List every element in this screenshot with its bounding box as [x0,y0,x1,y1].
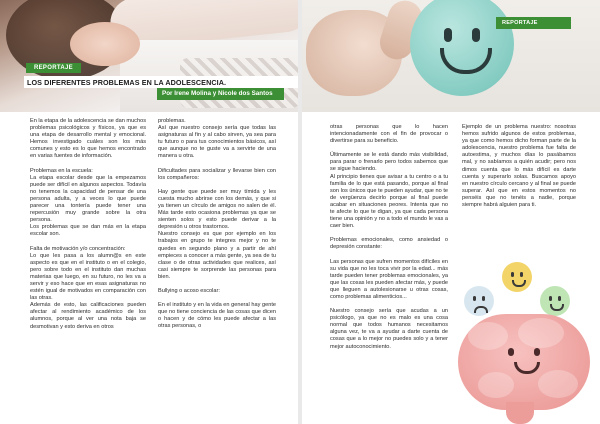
brain-icon [458,314,590,410]
brain-eye [534,348,540,356]
brain-illustration [440,252,600,424]
right-column-2 [462,124,576,216]
subheading: Bullying o acoso escolar: [158,287,220,294]
paragraph: Las personas que sufren momentos difíciles en su vida que no les toca vivir por la edad... más tarde pueden tener problemas emocionales, ya que las cosas les pueden afectar más, y puede que lleguen a autolesionarse u otras cosas, como problemas alimenticios... [330,258,448,300]
brain-lobe [518,318,564,348]
sad-face-icon [464,286,494,316]
smiley-eye [444,28,452,42]
brain-mouth [514,362,540,374]
paragraph: otras personas que lo hacen intencionadamente con el fin de provocar o divertirse para su beneficio. [330,124,448,145]
subheading: Dificultades para socializar y llevarse bien con los compañeros: [158,167,276,181]
paragraph: Problemas en la escuela: La etapa escolar desde que la empezamos puede ser difícil en algunos aspectos. Todavía no tenemos la capacidad de pensar de una persona adulta, y a veces lo que puede parecer una tontería puede tener una repercusión muy grande sobre la otra persona. Los problemas que se dan más en la etapa escolar son. [30,167,146,238]
face-eye [511,272,514,277]
right-column-1 [330,124,448,358]
smiley-mouth [440,48,492,74]
hero-photo-hands-smiley [302,0,600,112]
subheading: Problemas emocionales, como ansiedad o depresión constante: [330,237,448,251]
brain-lobe [468,322,508,350]
brain-stem [506,402,534,424]
face-mouth [512,280,526,287]
paragraph: Falta de motivación y/o concentración: Lo que les pasa a los alumn@s en este aspecto es que en el instituto o en el colegio, pero sobre todo en el instituto dan muchas materias que luego, en su futuro, no les va a servir y eso hace que en esas asignaturas no estén igual de motivados en comparación con las otras. Además de esto, las calificaciones pueden afectar al rendimiento académico de los alumnos, porque al ver una nota baja se desmotivan y esto deriva en otros [30,245,146,330]
article-author: Por Irene Molina y Nicole dos Santos [162,90,273,97]
paragraph: Nuestro consejo sería que acudas a un psicólogo, ya que no es malo es una cosa normal que todos humanos necesitamos alguna vez, te va a ayudar a darte cuenta de cosas que a lo mejor no puedes solo y a tener mejor autoconocimiento. [330,308,448,350]
brain-eye [508,348,514,356]
face-eye [482,296,485,301]
brain-lobe [538,370,578,398]
calm-face-icon [540,286,570,316]
left-column-1 [30,118,146,338]
paragraph: problemas. Así que nuestro consejo sería que todas las asignaturas al fin y al cabo sirven, ya sea para tu futuro o para tus conocimientos básicos, así que aunque no te guste va a servirte de una manera u otra. [158,118,276,160]
paragraph: En el instituto y en la vida en general hay gente que no tiene conciencia de las cosas que dicen o hacen y de cómo les puede afectar a las otras personas, o [158,302,276,330]
happy-face-icon [502,262,532,292]
section-tag-right: REPORTAJE [502,19,538,26]
paragraph: Ejemplo de un problema nuestro: nosotras hemos sufrido algunos de estos problemas, ya que como hemos dicho forman parte de la adolescencia, nuestro problema fue falta de autoestima, y muchos días lo pasábamos mal, y no sabíamos a quién acudir; pero nos dimos cuenta que lo más difícil es darte cuenta y superarlo solas. Buscamos apoyo en nuestro círculo cercano y al final se puede superar. Así que en estos momentos no penséis que no tenéis a nadie, porque siempre habrá alguien para ti. [462,124,576,209]
brain-lobe [478,372,514,398]
section-tag-right-banner [496,17,571,29]
paragraph: Hay gente que puede ser muy tímida y les cuesta mucho abrirse con los demás, y que si ya tienen un círculo de amigos no salen de él. Más tarde esto ocasiona problemas ya que se sienten solos y esto puede derivar a la depresión u otros trastornos. Nuestro consejo es que por ejemplo en los trabajos en grupo te integres mejor y no te quedes en segundo plano y a partir de ahí empieces a conocer a más gente, ya sea de tu clase o de otras actividades que realices, así casi siempre te sorprende las personas para bien. [158,188,276,280]
face-eye [558,296,561,301]
face-eye [473,296,476,301]
paragraph: En la etapa de la adolescencia se dan muchos problemas psicológicos y físicos, ya que es una etapa de desarrollo mental y emocional. Hemos investigado cuáles son los más comunes y esto es lo que hemos encontrado en varias fuentes de información. [30,118,146,160]
face-eye [549,296,552,301]
left-column-2 [158,118,276,337]
smiley-face-icon [410,0,514,96]
smiley-eye [472,28,480,42]
face-eye [520,272,523,277]
face-mouth [474,306,488,313]
face-mouth [550,304,564,311]
paragraph: Últimamente se le está dando más visibilidad, para parar o frenarlo pero todos sabemos que se sigue haciendo. Al principio tienes que avisar a tu centro o a tu familia de lo que está pasando, porque al final son los únicos que te pueden ayudar, que no te de vergüenza decirlo porque al final puede acabar en situaciones peores. Intenta que no te afecte lo que te digan, ya que cada persona tiene una opinión y no a todo el mundo le vas a caer bien. [330,152,448,230]
left-page [0,0,298,424]
section-tag-left: REPORTAJE [26,63,81,73]
photo-face [70,22,140,66]
article-title: LOS DIFERENTES PROBLEMAS EN LA ADOLESCENCIA. [27,78,227,87]
right-page [302,0,600,424]
